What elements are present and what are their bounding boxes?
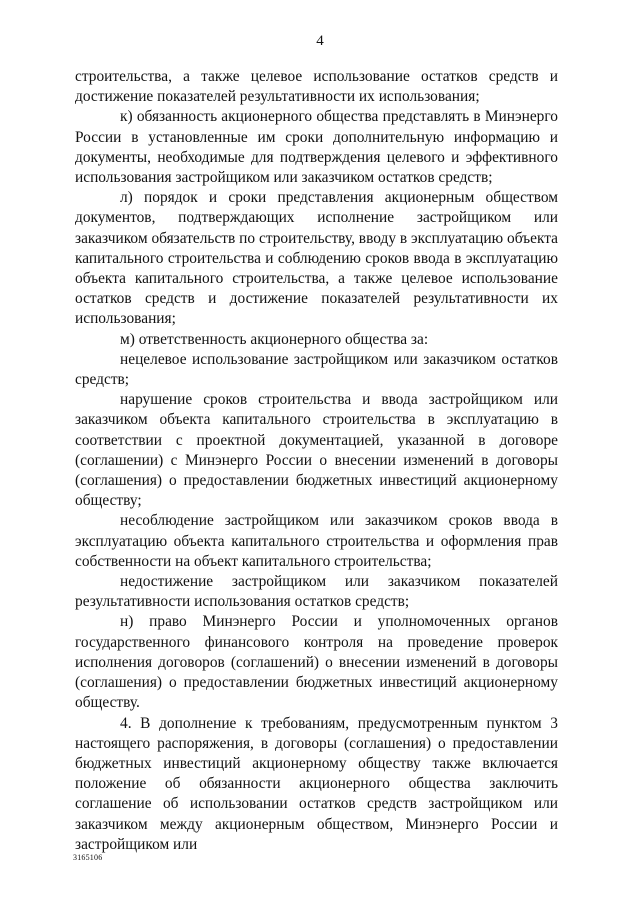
paragraph: н) право Минэнерго России и уполномоченных органов государственного финансового контроля на проведение проверок исполнения договоров (соглашений) о внесении изменений в договоры (соглашения) о предоставлении бюджетных инвестиций акционерному обществу. [75, 613, 558, 712]
paragraph: л) порядок и сроки представления акционерным обществом документов, подтверждающих исполнение застройщиком или заказчиком обязательств по строительству, вводу в эксплуатацию объекта капитального строительства и соблюдению сроков ввода в эксплуатацию объекта капитального строительства, а также целевое использование остатков средств и достижение показателей результативности их использования; [75, 189, 558, 328]
paragraph: несоблюдение застройщиком или заказчиком сроков ввода в эксплуатацию объекта капитального строительства и оформления прав собственности на объект капитального строительства; [75, 512, 558, 570]
paragraph: 4. В дополнение к требованиям, предусмотренным пунктом 3 настоящего распоряжения, в договоры (соглашения) о предоставлении бюджетных инвестиций акционерному обществу также включается положение об обязанности акционерного общества заключить соглашение об использовании остатков средств застройщиком или заказчиком между акционерным обществом, Минэнерго России и застройщиком или [75, 714, 558, 853]
document-body [75, 67, 558, 855]
page-number: 4 [316, 33, 324, 49]
paragraph: недостижение застройщиком или заказчиком показателей результативности использования остатков средств; [75, 573, 558, 611]
paragraph: м) ответственность акционерного общества за: [120, 330, 429, 348]
document-code: 3165106 [73, 853, 103, 862]
paragraph: нецелевое использование застройщиком или заказчиком остатков средств; [75, 350, 558, 389]
paragraph: нарушение сроков строительства и ввода застройщиком или заказчиком объекта капитального строительства в эксплуатацию в соответствии с проектной документацией, указанной в договоре (соглашении) с Минэнерго России о внесении изменений в договоры (соглашения) о предоставлении бюджетных инвестиций акционерному обществу; [75, 391, 558, 510]
paragraph: строительства, а также целевое использование остатков средств и достижение показателей результативности их использования; [75, 68, 558, 106]
paragraph: к) обязанность акционерного общества представлять в Минэнерго России в установленные им сроки дополнительную информацию и документы, необходимые для подтверждения целевого и эффективного использования застройщиком или заказчиком остатков средств; [75, 108, 558, 187]
